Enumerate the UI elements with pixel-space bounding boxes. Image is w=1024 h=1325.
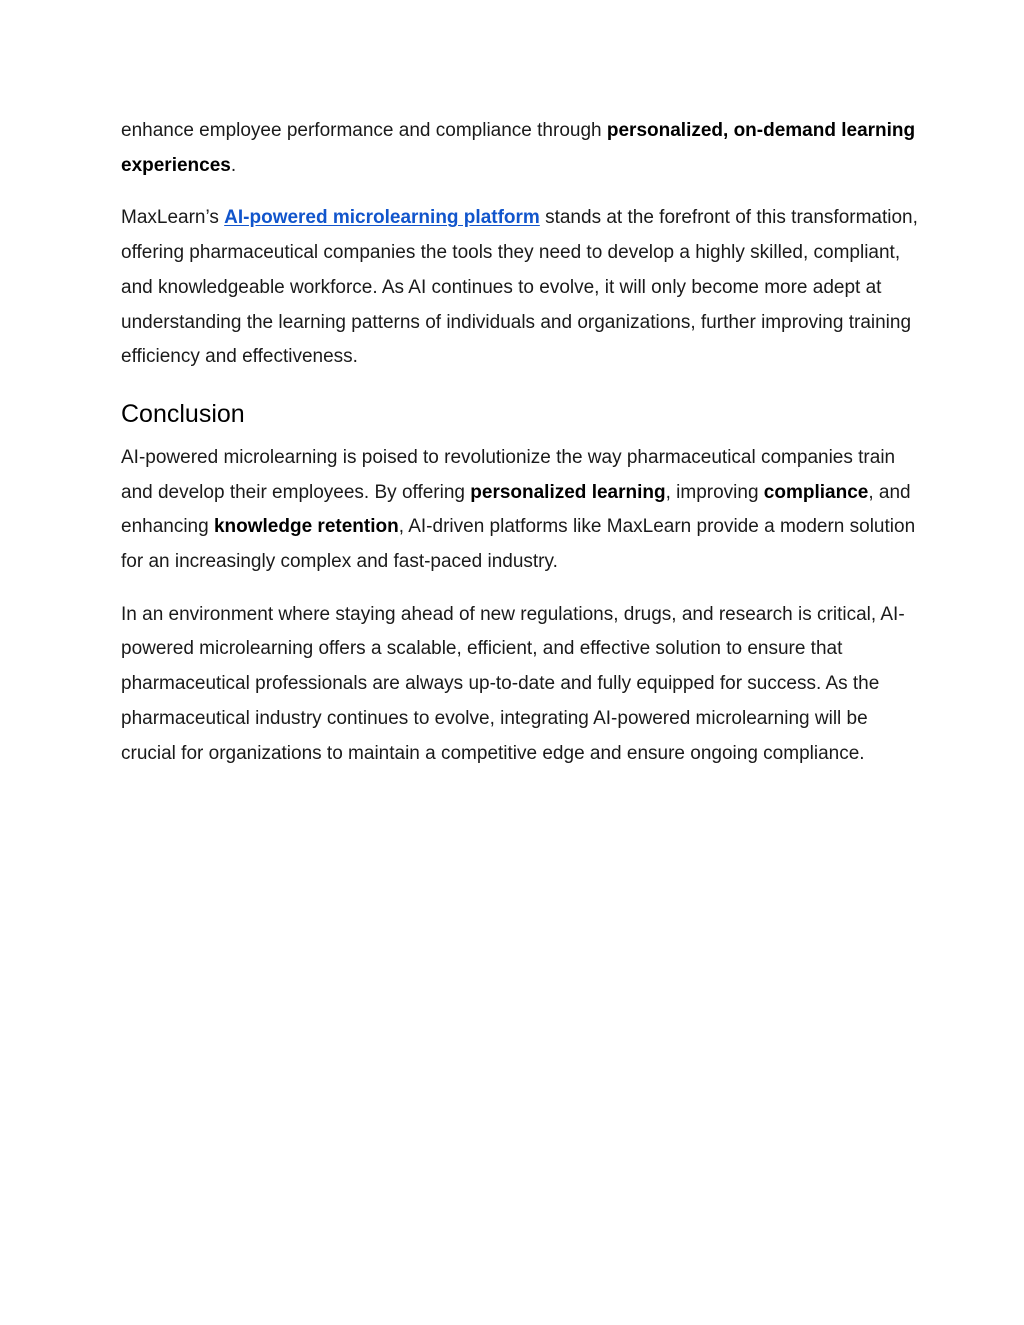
closing-paragraph: In an environment where staying ahead of new regulations, drugs, and research is critical, AI-powered microlearning offers a scalable, efficient, and effective solution to ensure that pharmaceutical professionals are always up-to-date and fully equipped for success. As the pharmaceutical industry continues to evolve, integrating AI-powered microlearning will be crucial for organizations to maintain a competitive edge and ensure ongoing compliance. [121, 603, 905, 764]
bold-knowledge-retention: knowledge retention [213, 516, 399, 538]
conclusion-text-2: , improving [665, 481, 764, 503]
document-page [121, 114, 921, 771]
maxlearn-lead-text: MaxLearn’s [121, 207, 225, 229]
intro-period: . [230, 154, 237, 176]
intro-paragraph [121, 114, 921, 183]
conclusion-text-1: AI-powered microlearning is poised to revolutionize the way pharmaceutical companies train and develop their employees. By offering [121, 446, 896, 503]
conclusion-paragraph [121, 441, 921, 580]
intro-bold-phrase: personalized, on-demand learning experiences [121, 120, 916, 176]
bold-personalized-learning: personalized learning [470, 481, 666, 503]
conclusion-text-3: , and enhancing [121, 481, 911, 538]
bold-compliance: compliance [763, 481, 869, 503]
microlearning-platform-link[interactable]: AI-powered microlearning platform [224, 207, 540, 229]
intro-text: enhance employee performance and compliance through [121, 120, 607, 141]
maxlearn-body-text: stands at the forefront of this transformation, offering pharmaceutical companies the tools they need to develop a highly skilled, compliant, and knowledgeable workforce. As AI continues to evolve, it will only become more adept at understanding the learning patterns of individuals and organizations, further improving training efficiency and effectiveness. [121, 207, 918, 368]
conclusion-text-4: , AI-driven platforms like MaxLearn provide a modern solution for an increasingly complex and fast-paced industry. [121, 516, 916, 573]
maxlearn-paragraph [121, 201, 921, 375]
conclusion-heading: Conclusion [121, 399, 245, 428]
